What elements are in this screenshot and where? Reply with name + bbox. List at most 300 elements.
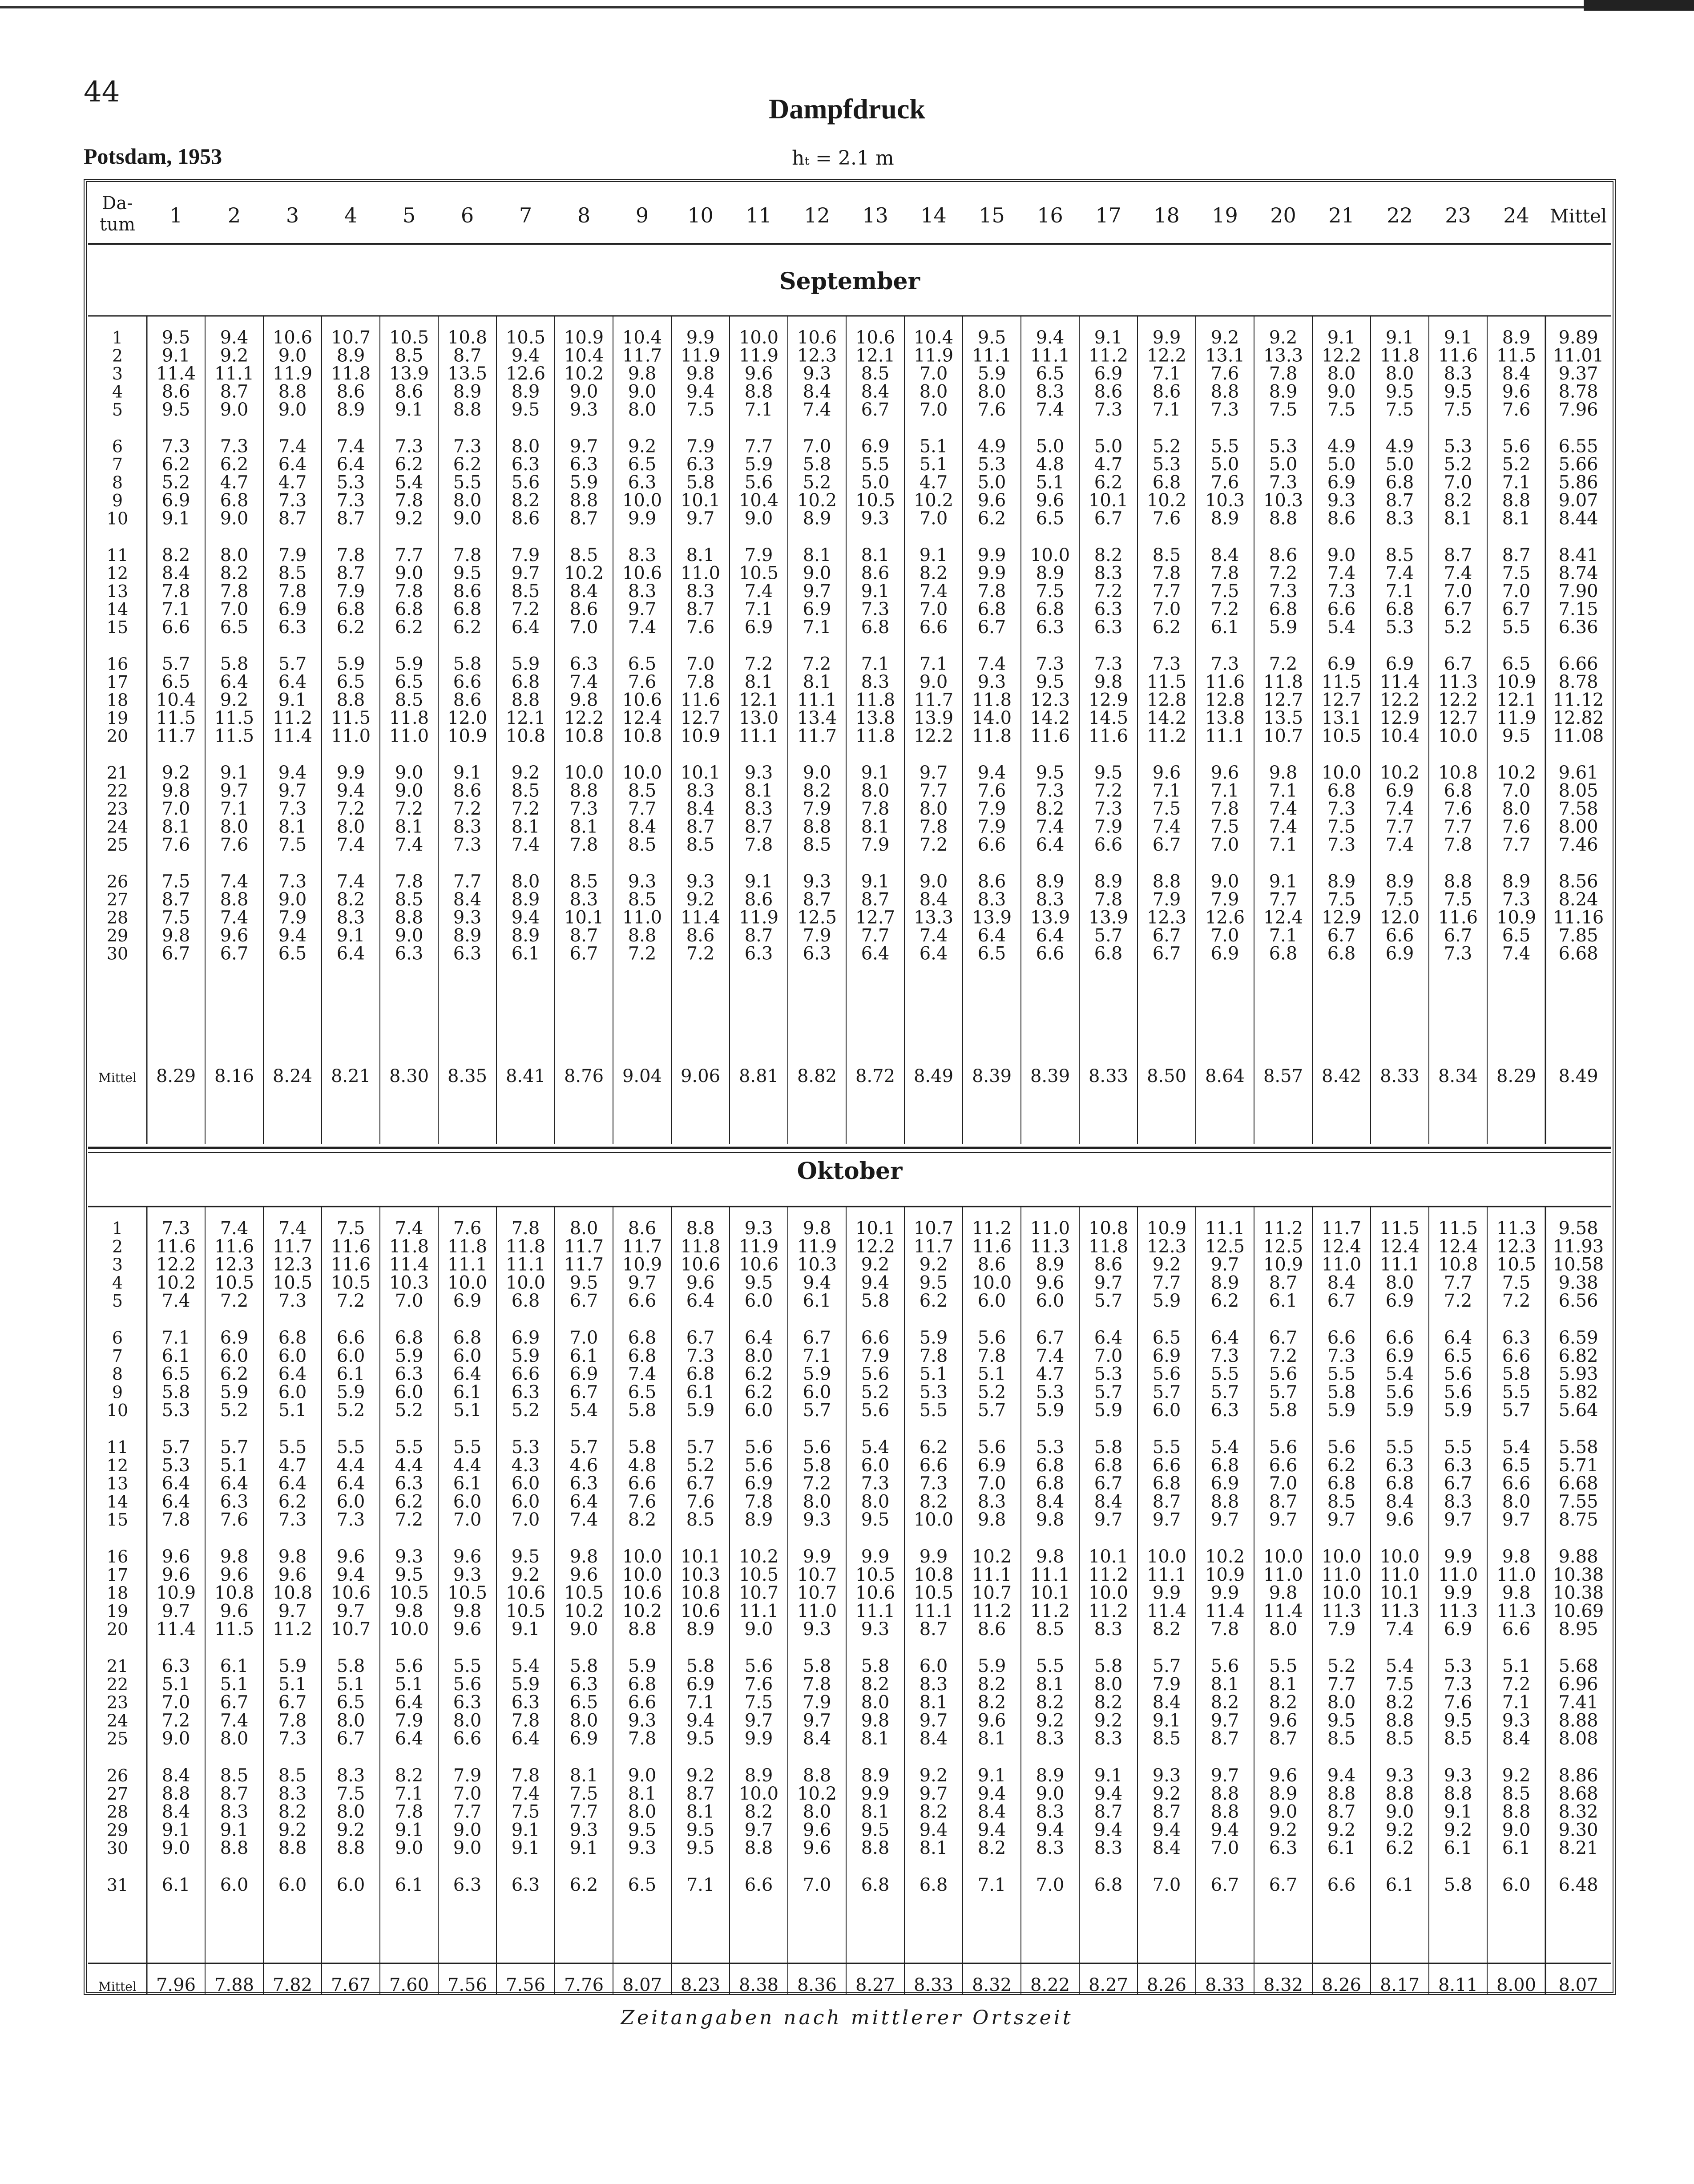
table-cell: 11.4 bbox=[156, 363, 196, 384]
table-cell: 12.2 bbox=[1321, 345, 1362, 366]
table-cell: 9.1 bbox=[278, 690, 307, 711]
table-cell: 9.9 bbox=[1210, 1582, 1239, 1603]
day-label: 11 bbox=[106, 1437, 129, 1457]
table-cell: 7.1 bbox=[686, 1875, 715, 1895]
table-cell: 6.7 bbox=[1094, 1473, 1123, 1494]
table-cell: 5.1 bbox=[919, 436, 948, 457]
table-cell: 7.2 bbox=[1094, 581, 1123, 602]
table-cell: 6.8 bbox=[1094, 943, 1123, 964]
table-cell: 9.8 bbox=[861, 1710, 890, 1731]
table-cell: 8.5 bbox=[1502, 1783, 1531, 1804]
table-cell: 9.1 bbox=[1444, 327, 1472, 348]
table-cell: 5.6 bbox=[1269, 1364, 1298, 1385]
table-cell: 6.8 bbox=[278, 1328, 307, 1348]
table-cell: 11.4 bbox=[156, 1619, 196, 1640]
table-cell: 8.8 bbox=[220, 889, 249, 910]
table-cell: 7.2 bbox=[395, 1510, 424, 1530]
table-cell: 11.6 bbox=[1438, 345, 1478, 366]
table-cell: 8.7 bbox=[744, 925, 773, 946]
table-cell: 11.8 bbox=[331, 363, 371, 384]
table-cell: 9.7 bbox=[1269, 1510, 1298, 1530]
table-cell: 5.8 bbox=[220, 654, 249, 674]
row-mean: 8.74 bbox=[1558, 563, 1598, 584]
table-cell: 6.8 bbox=[511, 672, 540, 692]
table-cell: 8.7 bbox=[569, 925, 598, 946]
table-cell: 7.0 bbox=[1269, 1473, 1298, 1494]
table-cell: 5.8 bbox=[686, 472, 715, 493]
day-label: 10 bbox=[106, 509, 129, 529]
day-label: 4 bbox=[112, 1273, 123, 1293]
table-cell: 10.8 bbox=[1088, 1218, 1129, 1239]
day-label: 7 bbox=[112, 455, 123, 474]
table-cell: 6.2 bbox=[336, 617, 365, 638]
table-cell: 6.1 bbox=[336, 1364, 365, 1385]
table-cell: 8.6 bbox=[453, 690, 482, 711]
table-cell: 6.6 bbox=[1385, 925, 1414, 946]
table-cell: 10.0 bbox=[505, 1272, 546, 1293]
table-cell: 9.6 bbox=[803, 1838, 831, 1859]
table-cell: 7.6 bbox=[977, 780, 1006, 801]
table-cell: 7.7 bbox=[861, 925, 890, 946]
table-cell: 12.5 bbox=[797, 907, 837, 928]
table-cell: 5.3 bbox=[1444, 436, 1472, 457]
table-cell: 7.3 bbox=[1444, 1674, 1472, 1695]
table-cell: 6.3 bbox=[569, 454, 598, 475]
table-cell: 12.8 bbox=[1205, 690, 1245, 711]
row-mean: 5.68 bbox=[1558, 1656, 1598, 1676]
table-cell: 11.0 bbox=[1321, 1254, 1362, 1275]
table-cell: 8.0 bbox=[861, 1491, 890, 1512]
table-cell: 7.9 bbox=[1094, 816, 1123, 837]
table-cell: 8.5 bbox=[686, 835, 715, 855]
table-cell: 4.9 bbox=[1327, 436, 1356, 457]
table-cell: 6.8 bbox=[1385, 1473, 1414, 1494]
table-cell: 11.4 bbox=[1146, 1601, 1187, 1622]
table-cell: 8.8 bbox=[803, 1765, 831, 1786]
table-cell: 6.1 bbox=[803, 1291, 831, 1312]
table-cell: 8.0 bbox=[220, 816, 249, 837]
table-cell: 7.8 bbox=[395, 581, 424, 602]
table-cell: 10.5 bbox=[505, 327, 546, 348]
table-cell: 10.4 bbox=[622, 327, 662, 348]
table-cell: 10.2 bbox=[797, 490, 837, 511]
table-cell: 7.5 bbox=[336, 1218, 365, 1239]
column-mean: 8.27 bbox=[1088, 1975, 1129, 1995]
table-cell: 9.9 bbox=[1152, 1582, 1181, 1603]
table-cell: 10.6 bbox=[622, 690, 662, 711]
table-cell: 11.5 bbox=[1496, 345, 1537, 366]
table-cell: 10.9 bbox=[1496, 907, 1537, 928]
table-cell: 7.4 bbox=[744, 581, 773, 602]
column-mean: 8.29 bbox=[156, 1066, 196, 1086]
table-cell: 9.8 bbox=[1502, 1582, 1531, 1603]
table-cell: 5.4 bbox=[861, 1437, 890, 1457]
table-cell: 8.0 bbox=[1502, 799, 1531, 819]
table-cell: 8.2 bbox=[977, 1674, 1006, 1695]
table-cell: 10.9 bbox=[1205, 1564, 1245, 1585]
table-cell: 8.3 bbox=[1036, 1801, 1065, 1822]
table-cell: 5.9 bbox=[1327, 1400, 1356, 1421]
table-cell: 10.3 bbox=[389, 1272, 429, 1293]
table-cell: 7.9 bbox=[803, 1692, 831, 1713]
table-cell: 8.2 bbox=[861, 1674, 890, 1695]
table-cell: 11.9 bbox=[738, 907, 779, 928]
table-cell: 7.0 bbox=[803, 436, 831, 457]
table-cell: 10.2 bbox=[913, 490, 954, 511]
table-cell: 7.4 bbox=[278, 436, 307, 457]
table-cell: 7.6 bbox=[1502, 816, 1531, 837]
table-cell: 9.8 bbox=[220, 1546, 249, 1567]
table-cell: 10.1 bbox=[680, 490, 721, 511]
hour-header: 23 bbox=[1445, 203, 1471, 227]
table-cell: 8.5 bbox=[569, 871, 598, 892]
column-mean: 9.04 bbox=[622, 1066, 662, 1086]
table-cell: 9.5 bbox=[1036, 672, 1065, 692]
table-cell: 9.5 bbox=[161, 400, 190, 420]
column-mean: 7.56 bbox=[447, 1975, 488, 1995]
table-cell: 8.7 bbox=[1269, 1491, 1298, 1512]
table-cell: 7.2 bbox=[1269, 563, 1298, 584]
table-cell: 8.7 bbox=[686, 1783, 715, 1804]
table-cell: 8.3 bbox=[1036, 381, 1065, 402]
table-cell: 6.0 bbox=[278, 1345, 307, 1366]
table-cell: 9.7 bbox=[919, 1710, 948, 1731]
table-cell: 11.0 bbox=[680, 563, 721, 584]
table-cell: 8.4 bbox=[161, 1765, 190, 1786]
table-cell: 9.4 bbox=[1036, 1820, 1065, 1841]
table-cell: 9.8 bbox=[1269, 1582, 1298, 1603]
table-cell: 6.7 bbox=[220, 1692, 249, 1713]
row-mean: 8.41 bbox=[1558, 545, 1598, 565]
table-cell: 6.4 bbox=[977, 925, 1006, 946]
table-cell: 6.3 bbox=[395, 1364, 424, 1385]
table-cell: 6.3 bbox=[1385, 1455, 1414, 1476]
table-cell: 12.1 bbox=[738, 690, 779, 711]
table-cell: 6.6 bbox=[628, 1291, 657, 1312]
table-cell: 9.4 bbox=[977, 1783, 1006, 1804]
table-cell: 10.7 bbox=[797, 1582, 837, 1603]
table-cell: 7.1 bbox=[744, 400, 773, 420]
table-cell: 9.6 bbox=[1385, 1510, 1414, 1530]
table-cell: 5.3 bbox=[1036, 1382, 1065, 1403]
table-cell: 6.7 bbox=[803, 1328, 831, 1348]
table-cell: 9.5 bbox=[1327, 1710, 1356, 1731]
table-cell: 9.2 bbox=[1036, 1710, 1065, 1731]
table-cell: 7.0 bbox=[686, 654, 715, 674]
table-cell: 5.3 bbox=[1152, 454, 1181, 475]
table-cell: 13.1 bbox=[1321, 708, 1362, 728]
table-cell: 7.3 bbox=[453, 436, 482, 457]
table-cell: 6.4 bbox=[278, 1364, 307, 1385]
table-cell: 9.3 bbox=[1444, 1765, 1472, 1786]
table-cell: 5.7 bbox=[686, 1437, 715, 1457]
table-cell: 7.5 bbox=[161, 871, 190, 892]
table-cell: 7.2 bbox=[395, 799, 424, 819]
table-cell: 6.5 bbox=[161, 672, 190, 692]
table-cell: 8.1 bbox=[569, 1765, 598, 1786]
table-cell: 9.7 bbox=[919, 763, 948, 783]
table-cell: 11.1 bbox=[1205, 1218, 1245, 1239]
table-cell: 8.5 bbox=[861, 363, 890, 384]
table-cell: 6.5 bbox=[336, 672, 365, 692]
table-cell: 9.2 bbox=[1444, 1820, 1472, 1841]
table-cell: 7.1 bbox=[220, 799, 249, 819]
table-cell: 7.3 bbox=[1444, 943, 1472, 964]
table-cell: 6.3 bbox=[511, 1382, 540, 1403]
table-cell: 7.3 bbox=[278, 871, 307, 892]
table-cell: 6.6 bbox=[1385, 1328, 1414, 1348]
column-mean: 8.64 bbox=[1205, 1066, 1245, 1086]
table-cell: 9.8 bbox=[977, 1510, 1006, 1530]
table-cell: 8.0 bbox=[336, 1710, 365, 1731]
row-mean: 9.30 bbox=[1558, 1820, 1598, 1841]
row-mean: 7.96 bbox=[1558, 400, 1598, 420]
table-cell: 9.3 bbox=[861, 1619, 890, 1640]
table-cell: 13.3 bbox=[913, 907, 954, 928]
table-cell: 7.9 bbox=[803, 799, 831, 819]
table-cell: 9.5 bbox=[511, 1546, 540, 1567]
table-cell: 7.5 bbox=[1385, 1674, 1414, 1695]
column-mean: 8.21 bbox=[331, 1066, 371, 1086]
table-cell: 6.2 bbox=[220, 1364, 249, 1385]
table-cell: 9.1 bbox=[569, 1838, 598, 1859]
table-cell: 6.0 bbox=[336, 1345, 365, 1366]
table-cell: 5.4 bbox=[569, 1400, 598, 1421]
table-cell: 10.0 bbox=[1438, 726, 1478, 747]
table-cell: 9.1 bbox=[1385, 327, 1414, 348]
table-cell: 8.4 bbox=[1385, 1491, 1414, 1512]
table-cell: 9.2 bbox=[1210, 327, 1239, 348]
table-cell: 10.1 bbox=[1379, 1582, 1420, 1603]
row-mean: 8.68 bbox=[1558, 1783, 1598, 1804]
table-cell: 7.6 bbox=[1502, 400, 1531, 420]
table-cell: 9.8 bbox=[628, 363, 657, 384]
table-cell: 10.0 bbox=[622, 1564, 662, 1585]
table-cell: 12.9 bbox=[1088, 690, 1129, 711]
table-cell: 11.9 bbox=[797, 1236, 837, 1257]
day-label: 27 bbox=[106, 1784, 129, 1804]
table-cell: 8.3 bbox=[686, 581, 715, 602]
table-cell: 7.5 bbox=[1385, 889, 1414, 910]
table-cell: 8.4 bbox=[1152, 1838, 1181, 1859]
table-cell: 9.6 bbox=[1210, 763, 1239, 783]
table-cell: 6.2 bbox=[395, 454, 424, 475]
row-mean: 8.21 bbox=[1558, 1838, 1598, 1859]
table-cell: 7.1 bbox=[861, 654, 890, 674]
table-cell: 8.8 bbox=[1210, 1783, 1239, 1804]
day-label: 14 bbox=[106, 599, 129, 619]
hour-header: 21 bbox=[1328, 203, 1355, 227]
table-cell: 9.9 bbox=[803, 1546, 831, 1567]
table-cell: 9.3 bbox=[1327, 490, 1356, 511]
table-cell: 5.7 bbox=[977, 1400, 1006, 1421]
table-cell: 8.2 bbox=[919, 563, 948, 584]
table-cell: 9.2 bbox=[1269, 327, 1298, 348]
table-cell: 7.8 bbox=[511, 1710, 540, 1731]
table-cell: 6.1 bbox=[453, 1382, 482, 1403]
table-cell: 5.9 bbox=[278, 1656, 307, 1676]
table-cell: 5.2 bbox=[977, 1382, 1006, 1403]
table-cell: 8.0 bbox=[803, 1801, 831, 1822]
table-cell: 10.1 bbox=[680, 763, 721, 783]
table-cell: 7.3 bbox=[336, 1510, 365, 1530]
table-cell: 8.2 bbox=[977, 1692, 1006, 1713]
table-cell: 11.1 bbox=[214, 363, 254, 384]
table-cell: 6.3 bbox=[1210, 1400, 1239, 1421]
table-cell: 8.3 bbox=[1385, 508, 1414, 529]
table-cell: 8.0 bbox=[977, 381, 1006, 402]
table-cell: 7.5 bbox=[1269, 400, 1298, 420]
hour-header: 22 bbox=[1387, 203, 1413, 227]
table-cell: 12.4 bbox=[622, 708, 662, 728]
table-cell: 7.1 bbox=[1269, 835, 1298, 855]
table-cell: 8.8 bbox=[686, 1218, 715, 1239]
table-cell: 4.9 bbox=[977, 436, 1006, 457]
table-cell: 9.6 bbox=[977, 1710, 1006, 1731]
table-cell: 6.7 bbox=[1502, 599, 1531, 620]
table-cell: 8.0 bbox=[1094, 1674, 1123, 1695]
column-mean: 7.88 bbox=[214, 1975, 254, 1995]
table-cell: 9.5 bbox=[861, 1820, 890, 1841]
day-label: 31 bbox=[106, 1875, 129, 1895]
day-label: 23 bbox=[106, 1692, 129, 1712]
table-cell: 8.3 bbox=[1444, 363, 1472, 384]
table-cell: 8.8 bbox=[744, 381, 773, 402]
table-cell: 7.6 bbox=[1152, 508, 1181, 529]
table-cell: 11.1 bbox=[738, 726, 779, 747]
table-cell: 5.1 bbox=[919, 454, 948, 475]
table-cell: 10.0 bbox=[913, 1510, 954, 1530]
table-cell: 8.0 bbox=[628, 400, 657, 420]
table-cell: 7.0 bbox=[1152, 1875, 1181, 1895]
table-cell: 7.3 bbox=[1036, 780, 1065, 801]
table-cell: 9.4 bbox=[220, 327, 249, 348]
table-cell: 9.5 bbox=[1385, 381, 1414, 402]
column-mean: 8.72 bbox=[855, 1066, 895, 1086]
column-mean: 8.33 bbox=[1379, 1066, 1420, 1086]
row-mean: 10.58 bbox=[1553, 1254, 1604, 1275]
table-cell: 11.5 bbox=[214, 1619, 254, 1640]
table-cell: 11.2 bbox=[972, 1601, 1012, 1622]
table-cell: 9.9 bbox=[919, 1546, 948, 1567]
table-cell: 8.1 bbox=[919, 1692, 948, 1713]
row-mean: 6.66 bbox=[1558, 654, 1598, 674]
table-cell: 11.4 bbox=[680, 907, 721, 928]
table-cell: 9.3 bbox=[861, 508, 890, 529]
table-cell: 9.0 bbox=[744, 508, 773, 529]
table-cell: 8.2 bbox=[336, 889, 365, 910]
table-cell: 6.9 bbox=[977, 1455, 1006, 1476]
table-cell: 9.0 bbox=[278, 345, 307, 366]
table-cell: 10.2 bbox=[1379, 763, 1420, 783]
table-cell: 12.3 bbox=[1146, 1236, 1187, 1257]
column-mean: 8.39 bbox=[1030, 1066, 1070, 1086]
row-mean: 8.95 bbox=[1558, 1619, 1598, 1640]
table-cell: 5.9 bbox=[1444, 1400, 1472, 1421]
table-cell: 7.4 bbox=[220, 907, 249, 928]
table-cell: 6.6 bbox=[861, 1328, 890, 1348]
day-label: 27 bbox=[106, 890, 129, 909]
table-cell: 8.4 bbox=[1036, 1491, 1065, 1512]
table-cell: 7.9 bbox=[278, 907, 307, 928]
table-cell: 6.8 bbox=[1036, 1473, 1065, 1494]
table-cell: 6.3 bbox=[1444, 1455, 1472, 1476]
table-cell: 7.3 bbox=[336, 490, 365, 511]
day-label: 21 bbox=[106, 1656, 129, 1676]
table-cell: 11.5 bbox=[1438, 1218, 1478, 1239]
table-cell: 9.0 bbox=[395, 780, 424, 801]
table-cell: 10.1 bbox=[680, 1546, 721, 1567]
table-cell: 7.5 bbox=[744, 1692, 773, 1713]
column-mean: 9.06 bbox=[680, 1066, 721, 1086]
table-cell: 6.7 bbox=[977, 617, 1006, 638]
table-cell: 10.1 bbox=[1088, 1546, 1129, 1567]
table-cell: 8.8 bbox=[278, 1838, 307, 1859]
table-cell: 6.4 bbox=[511, 1728, 540, 1749]
row-mean: 11.08 bbox=[1553, 726, 1604, 747]
table-cell: 8.1 bbox=[395, 816, 424, 837]
table-cell: 7.1 bbox=[1502, 1692, 1531, 1713]
table-cell: 9.2 bbox=[1152, 1254, 1181, 1275]
table-cell: 11.1 bbox=[1379, 1254, 1420, 1275]
table-cell: 9.1 bbox=[1327, 327, 1356, 348]
table-cell: 6.4 bbox=[744, 1328, 773, 1348]
table-cell: 6.9 bbox=[1094, 363, 1123, 384]
table-cell: 6.4 bbox=[861, 943, 890, 964]
table-cell: 10.9 bbox=[680, 726, 721, 747]
row-mean: 7.85 bbox=[1558, 925, 1598, 946]
table-cell: 8.4 bbox=[1327, 1272, 1356, 1293]
table-cell: 11.1 bbox=[797, 690, 837, 711]
table-cell: 6.2 bbox=[220, 454, 249, 475]
table-cell: 6.8 bbox=[1327, 1473, 1356, 1494]
table-cell: 11.3 bbox=[1438, 1601, 1478, 1622]
day-label: 1 bbox=[112, 328, 123, 347]
table-cell: 6.4 bbox=[336, 454, 365, 475]
day-label: 15 bbox=[106, 1510, 129, 1530]
table-cell: 7.3 bbox=[569, 799, 598, 819]
row-mean: 8.78 bbox=[1558, 381, 1598, 402]
table-cell: 7.4 bbox=[220, 1218, 249, 1239]
table-cell: 9.2 bbox=[1502, 1765, 1531, 1786]
table-cell: 5.0 bbox=[1327, 454, 1356, 475]
table-cell: 5.0 bbox=[1210, 454, 1239, 475]
table-cell: 5.7 bbox=[1210, 1382, 1239, 1403]
table-cell: 7.4 bbox=[511, 835, 540, 855]
table-cell: 6.8 bbox=[1327, 943, 1356, 964]
table-cell: 5.4 bbox=[1385, 1656, 1414, 1676]
table-cell: 8.5 bbox=[511, 581, 540, 602]
table-cell: 7.5 bbox=[1210, 581, 1239, 602]
table-cell: 6.7 bbox=[1444, 654, 1472, 674]
table-cell: 8.6 bbox=[686, 925, 715, 946]
table-cell: 7.3 bbox=[1152, 654, 1181, 674]
table-cell: 11.3 bbox=[1030, 1236, 1070, 1257]
table-cell: 11.4 bbox=[272, 726, 313, 747]
table-cell: 13.4 bbox=[797, 708, 837, 728]
table-cell: 11.6 bbox=[156, 1236, 196, 1257]
table-cell: 8.0 bbox=[1385, 1272, 1414, 1293]
table-cell: 11.7 bbox=[622, 345, 662, 366]
table-cell: 7.4 bbox=[1385, 799, 1414, 819]
table-cell: 6.7 bbox=[1444, 1473, 1472, 1494]
table-cell: 10.0 bbox=[389, 1619, 429, 1640]
table-cell: 11.3 bbox=[1379, 1601, 1420, 1622]
table-cell: 11.6 bbox=[1438, 907, 1478, 928]
table-cell: 8.0 bbox=[1327, 1692, 1356, 1713]
table-cell: 9.3 bbox=[569, 400, 598, 420]
day-label: 17 bbox=[106, 1565, 129, 1585]
